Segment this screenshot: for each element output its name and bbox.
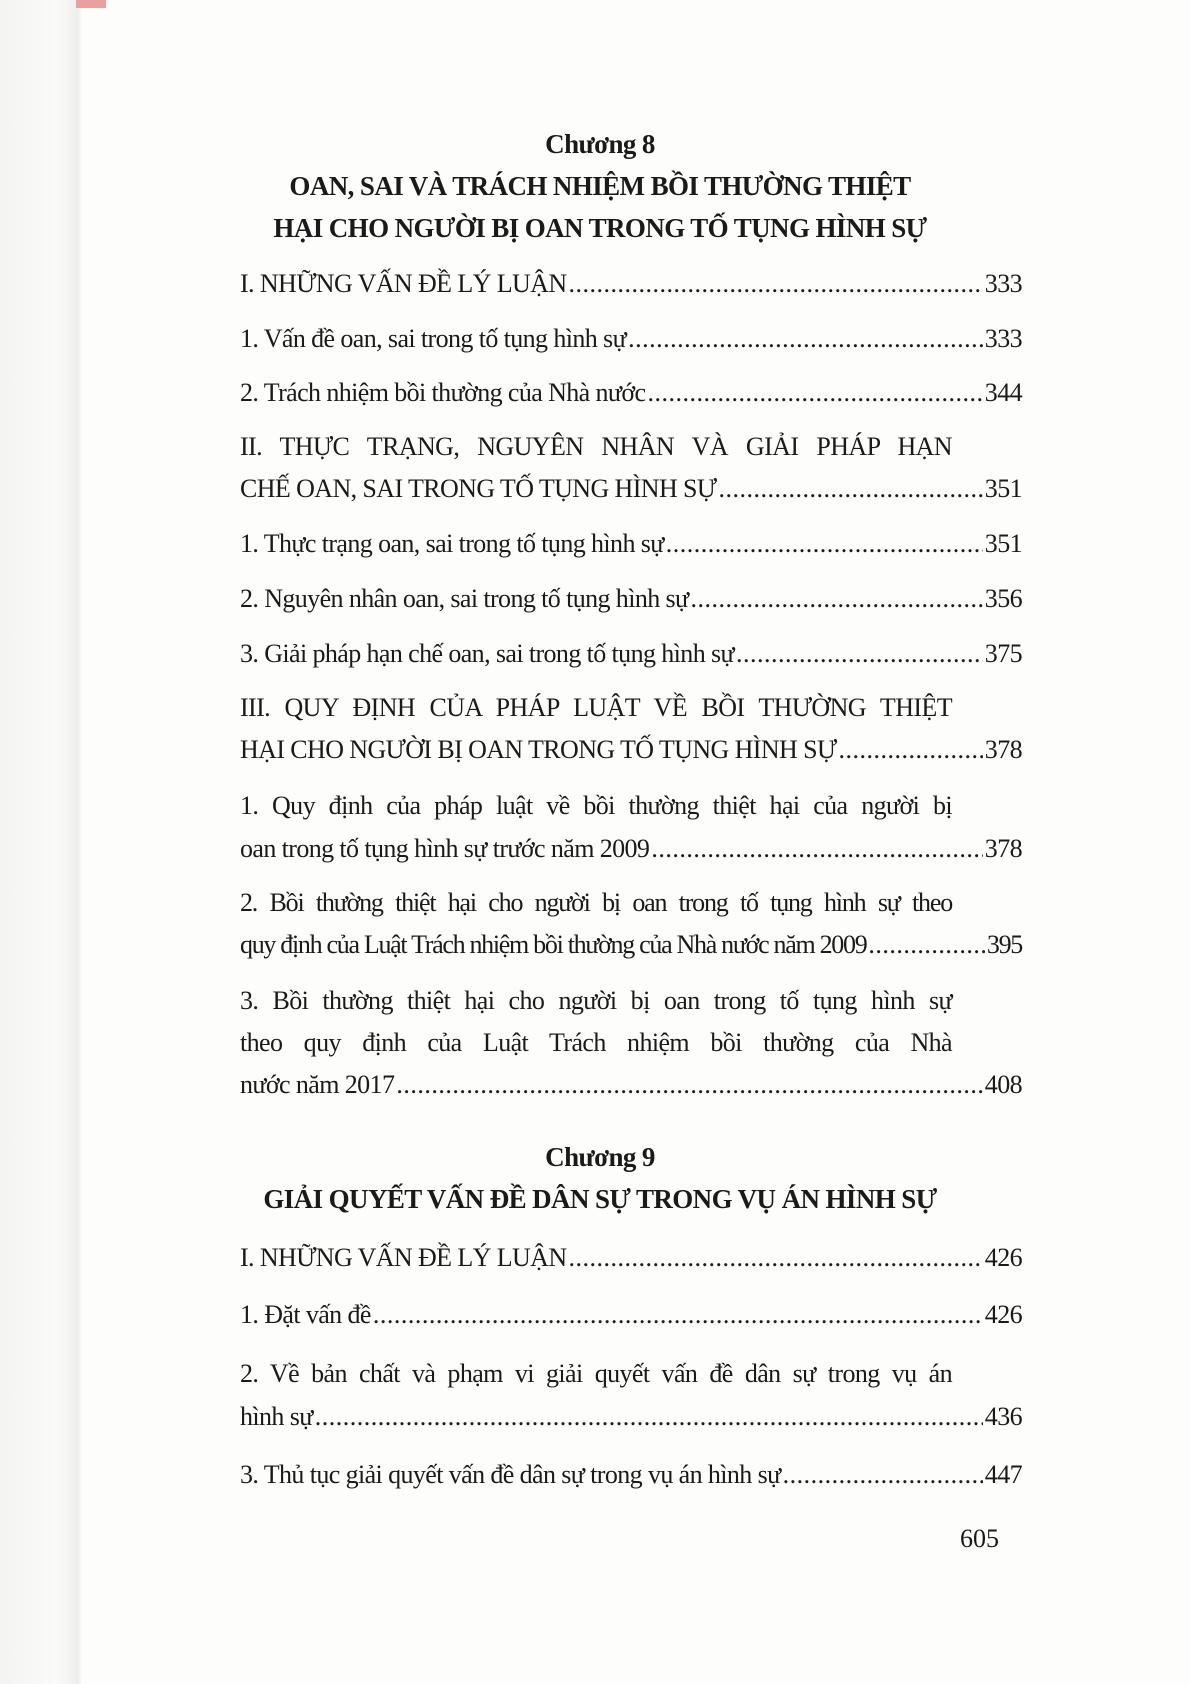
entry-text: I. NHỮNG VẤN ĐỀ LÝ LUẬN — [240, 1243, 567, 1272]
entry-page: 378 — [984, 735, 1022, 764]
entry-text: hình sự — [240, 1402, 313, 1431]
leader-dots — [396, 1067, 982, 1103]
leader-dots — [651, 831, 982, 867]
leader-dots — [569, 266, 983, 302]
leader-dots — [718, 471, 982, 507]
entry-text: CHẾ OAN, SAI TRONG TỐ TỤNG HÌNH SỰ — [240, 474, 717, 503]
leader-dots — [315, 1399, 983, 1435]
leader-dots — [628, 321, 983, 357]
leader-dots — [569, 1240, 983, 1276]
entry-page: 395 — [986, 930, 1022, 959]
entry-page: 351 — [984, 529, 1022, 558]
entry-page: 447 — [984, 1460, 1022, 1489]
entry-text: 3. Giải pháp hạn chế oan, sai trong tố tụng hình sự — [240, 639, 735, 668]
entry-text: I. NHỮNG VẤN ĐỀ LÝ LUẬN — [240, 269, 567, 298]
entry-text: 2. Bồi thường thiệt hại cho người bị oan trong tố tụng hình sự theo — [240, 888, 952, 917]
leader-dots — [736, 636, 983, 672]
entry-page: 333 — [984, 324, 1022, 353]
entry-text: oan trong tố tụng hình sự trước năm 2009 — [240, 834, 650, 863]
toc-entry[interactable] — [240, 831, 1022, 867]
leader-dots — [648, 375, 983, 411]
chapter-label: Chương 8 — [545, 129, 655, 159]
toc-entry[interactable] — [240, 1399, 1022, 1435]
toc-entry[interactable] — [240, 1067, 1022, 1103]
chapter-title-line: OAN, SAI VÀ TRÁCH NHIỆM BỒI THƯỜNG THIỆT — [289, 171, 911, 201]
entry-text: 3. Thủ tục giải quyết vấn đề dân sự trong vụ án hình sự — [240, 1460, 781, 1489]
entry-text: 1. Quy định của pháp luật về bồi thường thiệt hại của người bị — [240, 791, 952, 820]
entry-page: 436 — [984, 1402, 1022, 1431]
entry-page: 344 — [984, 378, 1022, 407]
leader-dots — [868, 927, 984, 963]
entry-text: 3. Bồi thường thiệt hại cho người bị oan trong tố tụng hình sự — [240, 986, 952, 1015]
toc-entry[interactable] — [240, 636, 1022, 672]
entry-text: nước năm 2017 — [240, 1070, 395, 1099]
entry-text: II. THỰC TRẠNG, NGUYÊN NHÂN VÀ GIẢI PHÁP HẠN — [240, 432, 952, 461]
entry-text: 2. Trách nhiệm bồi thường của Nhà nước — [240, 378, 646, 407]
toc-entry[interactable] — [240, 1457, 1022, 1493]
toc-entry[interactable] — [240, 526, 1022, 562]
entry-text: theo quy định của Luật Trách nhiệm bồi thường của Nhà — [240, 1028, 952, 1057]
entry-page: 351 — [984, 474, 1022, 503]
chapter-title-line: HẠI CHO NGƯỜI BỊ OAN TRONG TỐ TỤNG HÌNH SỰ — [273, 213, 927, 243]
scan-edge-shadow — [0, 0, 82, 1684]
entry-page: 426 — [984, 1300, 1022, 1329]
entry-text: 2. Nguyên nhân oan, sai trong tố tụng hình sự — [240, 584, 689, 613]
toc-entry[interactable] — [240, 1297, 1022, 1333]
toc-entry[interactable] — [240, 732, 1022, 768]
toc-entry[interactable] — [240, 321, 1022, 357]
chapter-label: Chương 9 — [545, 1142, 655, 1172]
entry-text: 1. Vấn đề oan, sai trong tố tụng hình sự — [240, 324, 627, 353]
entry-text: quy định của Luật Trách nhiệm bồi thường của Nhà nước năm 2009 — [240, 930, 867, 959]
toc-entry[interactable] — [240, 927, 1022, 963]
entry-page: 375 — [984, 639, 1022, 668]
entry-page: 333 — [984, 269, 1022, 298]
toc-entry[interactable] — [240, 581, 1022, 617]
leader-dots — [839, 732, 983, 768]
toc-entry[interactable] — [240, 1240, 1022, 1276]
entry-page: 426 — [984, 1243, 1022, 1272]
toc-entry[interactable] — [240, 471, 1022, 507]
scan-mark — [76, 0, 106, 8]
entry-text: 1. Đặt vấn đề — [240, 1300, 371, 1329]
page-number: 605 — [960, 1524, 999, 1553]
leader-dots — [373, 1297, 983, 1333]
leader-dots — [666, 526, 983, 562]
entry-text: III. QUY ĐỊNH CỦA PHÁP LUẬT VỀ BỒI THƯỜNG THIỆT — [240, 693, 952, 722]
entry-page: 408 — [984, 1070, 1022, 1099]
entry-text: 2. Về bản chất và phạm vi giải quyết vấn đề dân sự trong vụ án — [240, 1359, 952, 1388]
entry-text: 1. Thực trạng oan, sai trong tố tụng hình sự — [240, 529, 664, 558]
leader-dots — [691, 581, 983, 617]
toc-entry[interactable] — [240, 266, 1022, 302]
entry-page: 356 — [984, 584, 1022, 613]
leader-dots — [783, 1457, 983, 1493]
entry-text: HẠI CHO NGƯỜI BỊ OAN TRONG TỐ TỤNG HÌNH SỰ — [240, 735, 837, 764]
toc-entry[interactable] — [240, 375, 1022, 411]
entry-page: 378 — [984, 834, 1022, 863]
chapter-title-line: GIẢI QUYẾT VẤN ĐỀ DÂN SỰ TRONG VỤ ÁN HÌNH SỰ — [263, 1184, 937, 1214]
